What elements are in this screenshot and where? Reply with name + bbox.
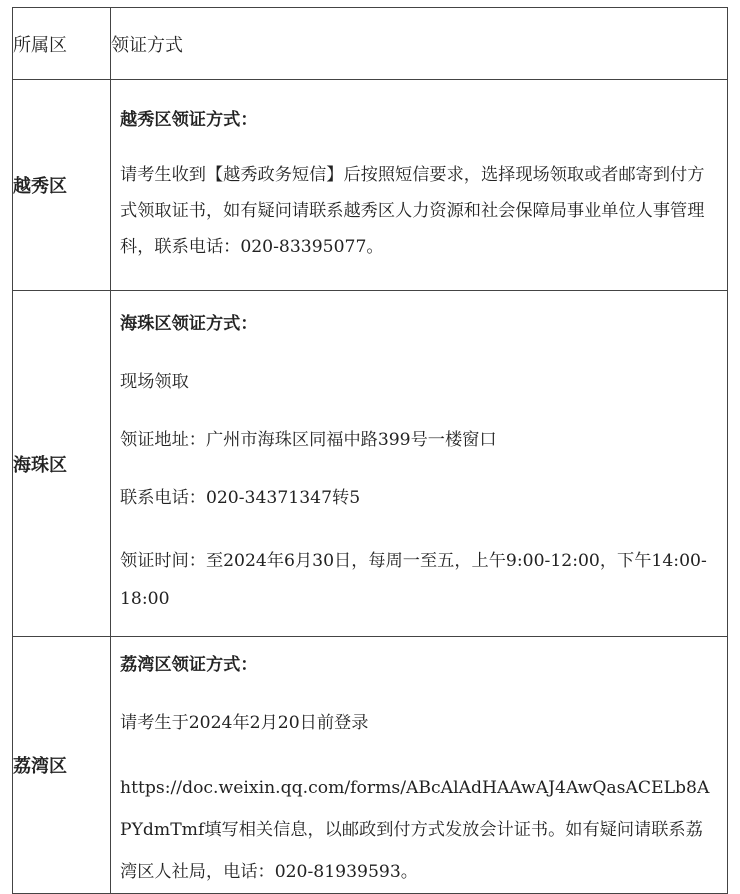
- table-row-haizhu: [13, 291, 728, 637]
- method-cell: [111, 80, 728, 291]
- header-method: 领证方式: [111, 8, 728, 80]
- method-paragraph-link: https://doc.weixin.qq.com/forms/ABcAlAdHAAwAJ4AwQasACELb8APYdmTmf填写相关信息，以邮政到付方式发放会计证书。如有疑问请联系荔湾区人社局，电话：020-81939593。: [120, 778, 710, 882]
- method-paragraph: 现场领取: [120, 371, 189, 392]
- method-title: 海珠区领证方式：: [120, 313, 258, 334]
- table-row-liwan: [13, 637, 728, 894]
- table-row-yuexiu: [13, 80, 728, 291]
- district-name: 海珠区: [13, 291, 111, 637]
- table-header-row: [13, 8, 728, 80]
- method-cell: [111, 291, 728, 637]
- certificate-collection-table: [12, 7, 728, 894]
- method-paragraph: 请考生收到【越秀政务短信】后按照短信要求，选择现场领取或者邮寄到付方式领取证书，如有疑问请联系越秀区人力资源和社会保障局事业单位人事管理科，联系电话：020-83395077。: [120, 164, 705, 257]
- header-district: 所属区: [13, 8, 111, 80]
- method-content: [111, 310, 727, 618]
- method-title: 越秀区领证方式：: [120, 109, 258, 130]
- method-content: [111, 651, 727, 893]
- method-paragraph: 请考生于2024年2月20日前登录: [120, 713, 369, 733]
- method-content: [111, 106, 727, 265]
- district-name: 越秀区: [13, 80, 111, 291]
- district-name: 荔湾区: [13, 637, 111, 894]
- method-paragraph: 领证时间：至2024年6月30日，每周一至五，上午9:00-12:00，下午14:00-18:00: [120, 550, 707, 609]
- method-cell: [111, 637, 728, 894]
- method-paragraph: 领证地址：广州市海珠区同福中路399号一楼窗口: [120, 429, 497, 450]
- method-paragraph: 联系电话：020-34371347转5: [120, 487, 361, 508]
- method-title: 荔湾区领证方式：: [120, 655, 258, 675]
